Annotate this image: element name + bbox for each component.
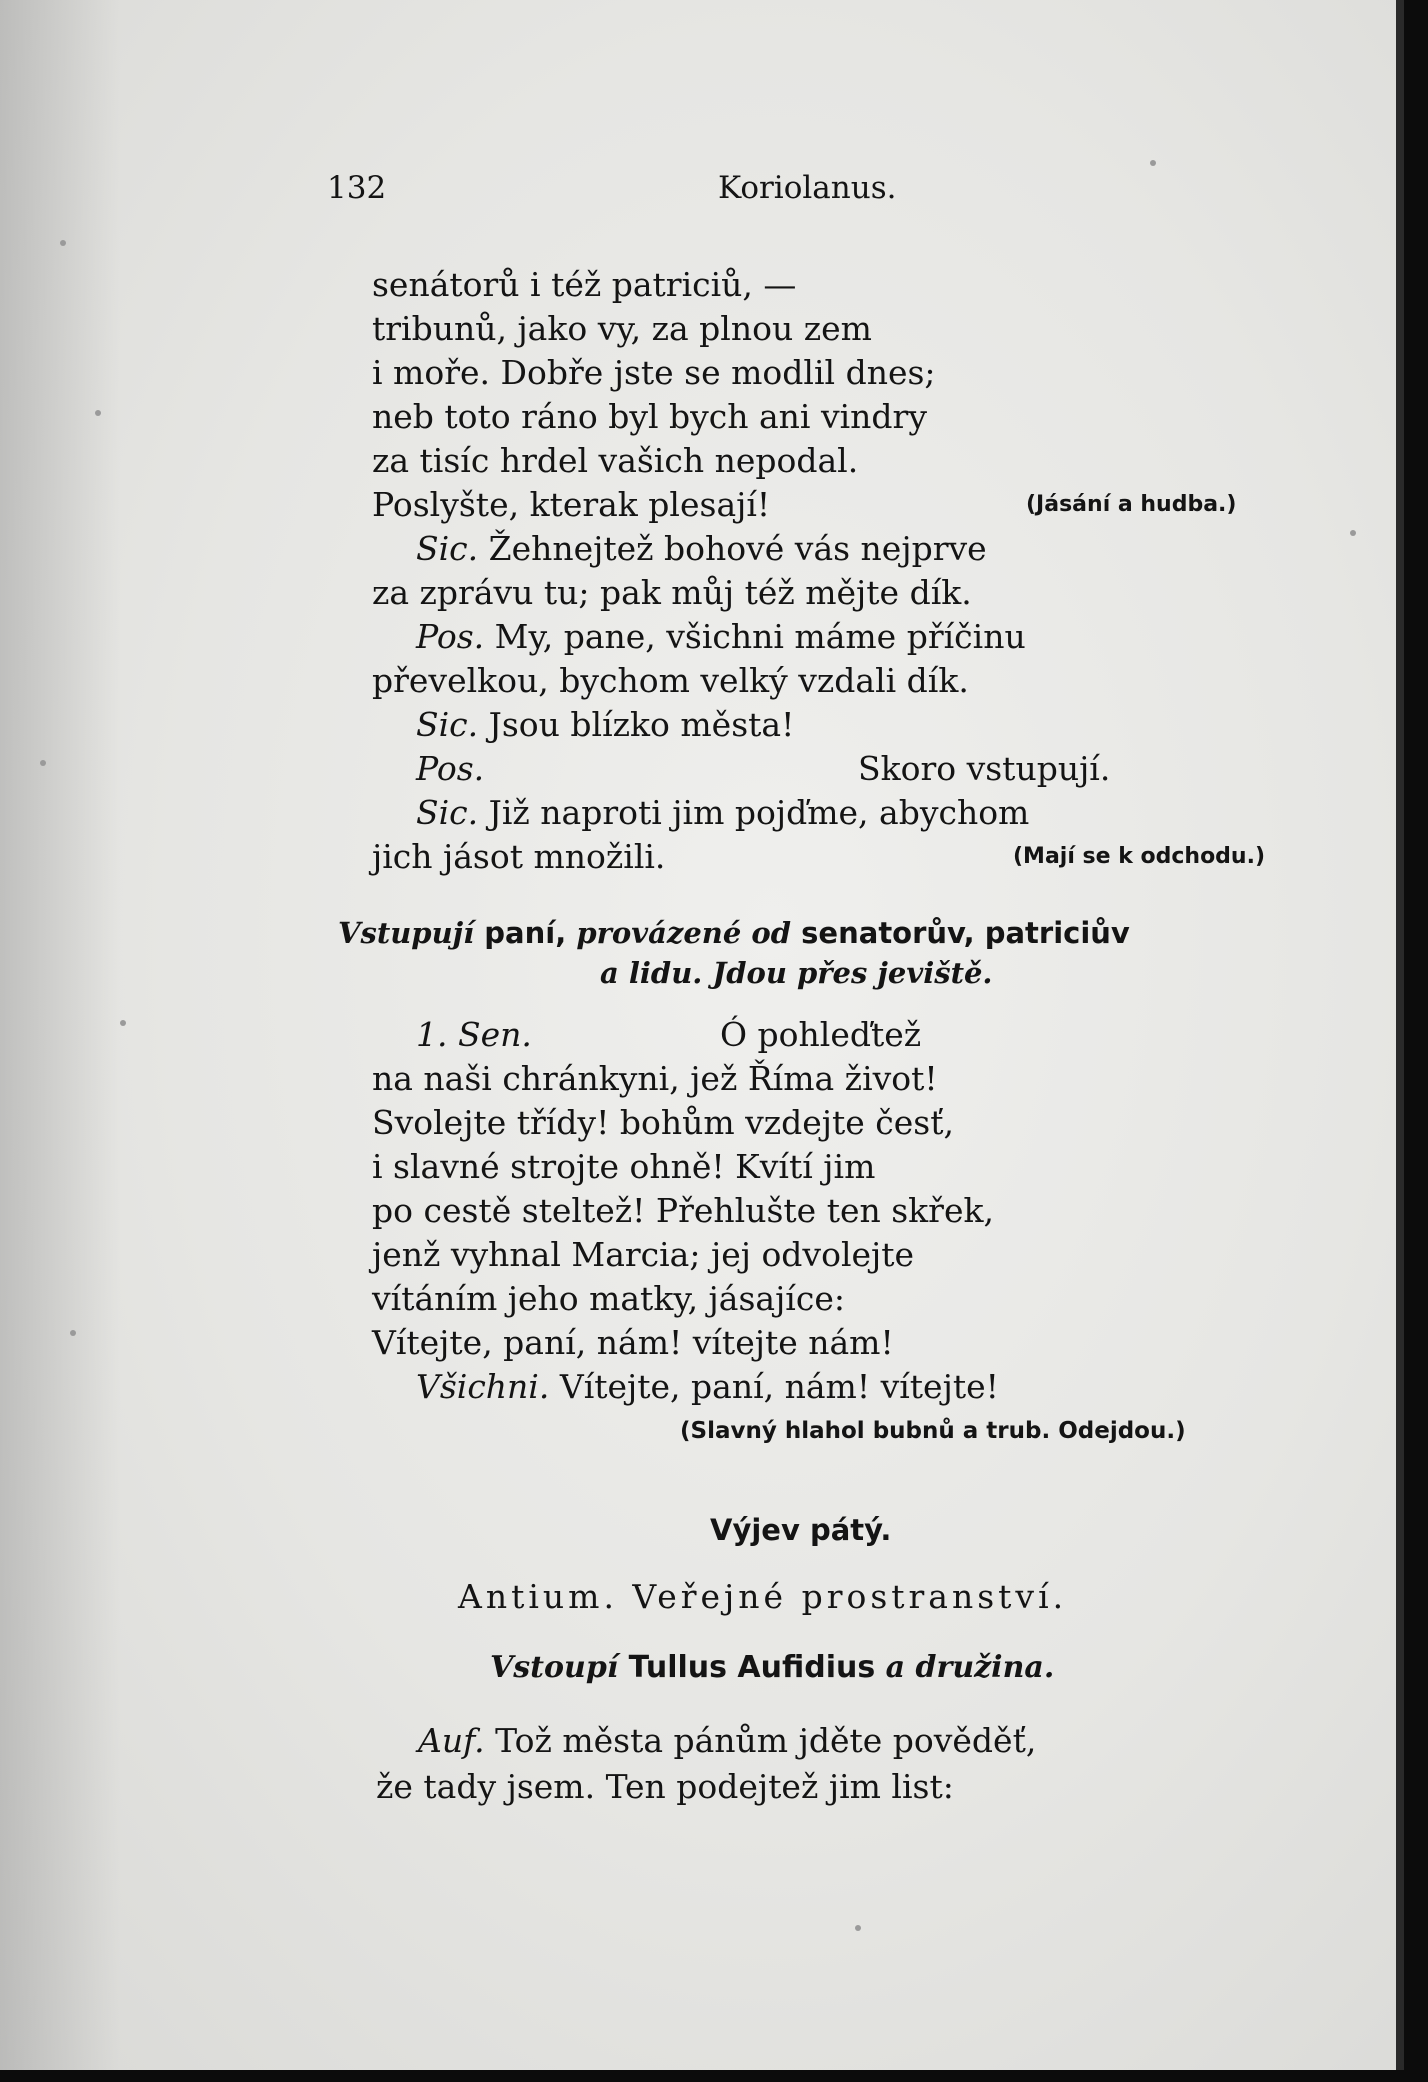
speaker-name: Sic. — [416, 793, 479, 832]
scene-location: Antium. Veřejné prostranství. — [458, 1577, 1068, 1616]
sd-verb: Vstoupí — [490, 1650, 619, 1685]
verse-line: po cestě steltež! Přehlušte ten skřek, — [372, 1191, 994, 1230]
verse-line: Vítejte, paní, nám! vítejte nám! — [372, 1323, 894, 1362]
speck — [1150, 160, 1156, 166]
sd-character: Tullus Aufidius — [628, 1650, 876, 1685]
speech-text: Jsou blízko města! — [488, 705, 795, 744]
sd-middle: provázené od — [576, 916, 792, 950]
speech-text: Tož města pánům jděte pověděť, — [495, 1721, 1037, 1760]
verse-line: neb toto ráno byl bych ani vindry — [372, 397, 927, 436]
speck — [60, 240, 66, 246]
verse-line: jich jásot množili. — [372, 837, 666, 876]
speech-line — [416, 1366, 999, 1408]
speaker-name: Pos. — [416, 749, 485, 788]
stage-direction-entrance — [338, 914, 1130, 952]
verse-line: vítáním jeho matky, jásajíce: — [372, 1279, 845, 1318]
speaker-name: Všichni. — [416, 1367, 550, 1406]
verse-line: Svolejte třídy! bohům vzdejte česť, — [372, 1103, 954, 1142]
speck — [120, 1020, 126, 1026]
speaker-name: Pos. — [416, 617, 485, 656]
speech-text: Ó pohleďtež — [720, 1015, 922, 1054]
verse-line: tribunů, jako vy, za plnou zem — [372, 309, 872, 348]
sd-rest: a družina. — [885, 1650, 1055, 1685]
stage-direction: (Slavný hlahol bubnů a trub. Odejdou.) — [680, 1418, 1186, 1444]
verse-line: na naši chránkyni, jež Říma život! — [372, 1059, 938, 1098]
stage-direction: (Jásání a hudba.) — [1026, 492, 1237, 517]
page-edge — [1396, 0, 1404, 2070]
speaker-name — [416, 1014, 532, 1056]
speaker-name: Sic. — [416, 705, 479, 744]
verse-line: za zprávu tu; pak můj též mějte dík. — [372, 573, 972, 612]
speck — [40, 760, 46, 766]
speck — [1350, 530, 1356, 536]
speaker-name: 1. Sen. — [416, 1015, 532, 1054]
speech-text: Již naproti jim pojďme, abychom — [488, 793, 1030, 832]
sd-rest: senatorův, patriciův — [801, 916, 1130, 950]
page-number: 132 — [327, 170, 387, 206]
sd-verb: Vstupují — [338, 916, 475, 950]
speech-line — [416, 792, 1029, 834]
verse-line: i moře. Dobře jste se modlil dnes; — [372, 353, 936, 392]
speech-text: Skoro vstupují. — [858, 749, 1111, 788]
speaker-name — [416, 748, 484, 790]
verse-line: Poslyšte, kterak plesají! — [372, 485, 771, 524]
verse-line: jenž vyhnal Marcia; jej odvolejte — [372, 1235, 915, 1274]
speck — [70, 1330, 76, 1336]
stage-direction: (Mají se k odchodu.) — [1013, 844, 1266, 869]
verse-line: i slavné strojte ohně! Kvítí jim — [372, 1147, 876, 1186]
speaker-name: Sic. — [416, 529, 479, 568]
verse-line: že tady jsem. Ten podejtež jim list: — [376, 1767, 954, 1806]
verse-line: senátorů i též patriciů, — — [372, 265, 797, 304]
speaker-name: Auf. — [418, 1721, 485, 1760]
stage-direction-entrance-cont: a lidu. Jdou přes jeviště. — [600, 956, 993, 990]
speck — [95, 410, 101, 416]
speech-text: Žehnejtež bohové vás nejprve — [488, 529, 987, 568]
speech-line — [416, 616, 1026, 658]
running-title: Koriolanus. — [718, 170, 897, 206]
speck — [855, 1925, 861, 1931]
spine-shadow — [0, 0, 120, 2070]
speech-line — [416, 704, 794, 746]
speech-line — [416, 528, 987, 570]
sd-who: paní, — [484, 916, 567, 950]
verse-line: za tisíc hrdel vašich nepodal. — [372, 441, 859, 480]
speech-text: Vítejte, paní, nám! vítejte! — [559, 1367, 999, 1406]
verse-line: převelkou, bychom velký vzdali dík. — [372, 661, 969, 700]
speech-text: My, pane, všichni máme příčinu — [494, 617, 1026, 656]
scene-title: Výjev pátý. — [710, 1513, 892, 1547]
speech-line — [418, 1720, 1036, 1762]
stage-direction-entrance — [490, 1648, 1054, 1688]
